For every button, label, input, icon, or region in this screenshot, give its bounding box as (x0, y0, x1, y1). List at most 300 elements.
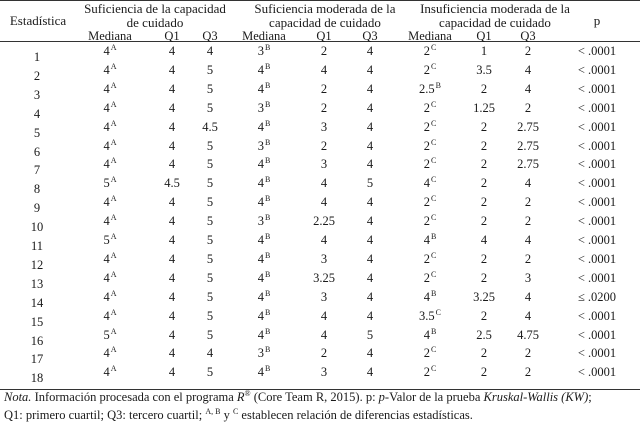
table-cell-b1 (188, 120, 232, 134)
cell-value: 4 (168, 327, 176, 342)
table-cell-b2 (348, 176, 392, 190)
table-cell-b1 (188, 290, 232, 304)
cell-value: 4 (103, 100, 110, 115)
table-cell-m2 (232, 120, 296, 136)
cell-value: 4 (524, 176, 532, 191)
note-registered-mark: ® (244, 389, 251, 398)
cell-value: 4 (320, 62, 328, 77)
table-cell-m1 (78, 120, 142, 136)
table-cell-b3 (506, 309, 550, 323)
cell-value: < .0001 (577, 346, 617, 361)
cell-value: 4 (366, 100, 374, 115)
cell-value: 3 (257, 346, 264, 361)
table-cell-a3 (462, 176, 506, 190)
table-cell-m3 (398, 157, 462, 173)
cell-value: 4 (168, 119, 176, 134)
row-estadistica-number: 17 (30, 352, 44, 367)
cell-value: 5 (206, 365, 214, 380)
cell-value: 5 (206, 195, 214, 210)
table-cell-b1 (188, 252, 232, 266)
note-sup-c: C (232, 407, 239, 416)
cell-significance-letter: A (110, 288, 117, 298)
cell-value: 5 (103, 176, 110, 191)
cell-significance-letter: B (264, 250, 271, 260)
cell-value: 4 (320, 308, 328, 323)
cell-significance-letter: B (264, 43, 271, 52)
cell-significance-letter: B (430, 232, 437, 241)
table-cell-p (562, 176, 632, 190)
table-cell-b2 (348, 309, 392, 323)
header-group-insuficiencia-moderada-line2: capacidad de cuidado (439, 15, 551, 30)
table-cell-m3 (398, 271, 462, 287)
table-cell-b2 (348, 120, 392, 134)
table-cell-b3 (506, 271, 550, 285)
cell-value: 2 (423, 365, 430, 380)
row-estadistica-number: 8 (33, 182, 41, 197)
table-cell-b3 (506, 101, 550, 115)
header-group-suficiencia-moderada (240, 2, 410, 30)
table-cell-m1 (78, 346, 142, 362)
cell-significance-letter: C (430, 269, 437, 279)
cell-value: 4 (103, 138, 110, 153)
cell-value: 2 (480, 119, 488, 134)
table-cell-a3 (462, 271, 506, 285)
cell-value: 4 (168, 346, 176, 361)
cell-value: 4 (257, 195, 264, 210)
table-cell-b3 (506, 44, 550, 58)
header-group-insuficiencia-moderada (406, 2, 584, 30)
cell-value: 4 (257, 289, 264, 304)
row-estadistica-number: 9 (33, 201, 41, 216)
header-group-suficiencia (70, 2, 240, 30)
cell-value: 2.75 (517, 119, 539, 134)
table-cell-m3 (398, 365, 462, 381)
cell-value: 4 (366, 138, 374, 153)
subheader-q1-2: Q1 (316, 29, 332, 43)
cell-value: 3 (320, 157, 328, 172)
table-cell-b1 (188, 328, 232, 342)
cell-value: ≤ .0200 (577, 289, 617, 304)
cell-value: 4 (257, 233, 264, 247)
cell-value: 4 (103, 157, 110, 172)
subheader-q3-1: Q3 (202, 29, 218, 43)
cell-significance-letter: C (430, 213, 437, 223)
cell-value: 4 (257, 308, 264, 323)
table-cell-p (562, 82, 632, 96)
cell-value: 4 (103, 119, 110, 134)
table-cell-b2 (348, 365, 392, 379)
cell-value: 4 (257, 327, 264, 342)
cell-significance-letter: A (110, 364, 117, 374)
cell-value: 2 (423, 157, 430, 172)
cell-value: 3 (320, 251, 328, 266)
table-cell-a3 (462, 328, 506, 342)
table-cell-m2 (232, 195, 296, 211)
table-cell-a2 (302, 176, 346, 190)
cell-value: 2 (423, 270, 430, 285)
table-cell-b1 (188, 157, 232, 171)
cell-value: 4 (168, 289, 176, 304)
table-cell-m2 (232, 233, 296, 249)
cell-value: 4 (366, 270, 374, 285)
cell-value: 3 (320, 119, 328, 134)
table-cell-a3 (462, 309, 506, 323)
cell-significance-letter: B (264, 326, 271, 336)
cell-value: 4 (206, 346, 214, 361)
cell-significance-letter: C (430, 194, 437, 204)
cell-significance-letter: B (435, 80, 441, 90)
table-cell-b1 (188, 214, 232, 228)
table-cell-p (562, 252, 632, 266)
cell-significance-letter: B (264, 61, 271, 71)
cell-value: 3.5 (476, 62, 492, 77)
cell-value: 4 (103, 270, 110, 285)
cell-value: 4 (257, 119, 264, 134)
cell-value: 4 (257, 270, 264, 285)
table-cell-p (562, 120, 632, 134)
row-estadistica-number: 4 (33, 106, 41, 121)
row-estadistica-number: 13 (30, 276, 44, 291)
row-estadistica-number: 6 (33, 144, 41, 159)
cell-value: 5 (206, 62, 214, 77)
cell-value: 3 (320, 289, 328, 304)
table-cell-a3 (462, 365, 506, 379)
table-cell-a3 (462, 101, 506, 115)
cell-value: 4 (103, 251, 110, 266)
table-cell-m2 (232, 101, 296, 117)
cell-value: 4 (103, 365, 110, 380)
table-cell-b3 (506, 252, 550, 266)
cell-significance-letter: C (430, 137, 437, 147)
cell-value: 4 (320, 233, 328, 247)
cell-value: 4 (168, 308, 176, 323)
cell-significance-letter: C (430, 175, 437, 185)
table-cell-a2 (302, 157, 346, 171)
cell-value: 1 (480, 44, 488, 58)
table-cell-a3 (462, 233, 506, 247)
cell-significance-letter: B (264, 175, 271, 185)
table-cell-m3 (398, 346, 462, 362)
table-cell-a3 (462, 63, 506, 77)
cell-value: 4 (168, 270, 176, 285)
cell-value: 3 (257, 100, 264, 115)
cell-value: 3 (257, 44, 264, 58)
cell-value: 2 (320, 346, 328, 361)
cell-value: 4 (423, 327, 430, 342)
table-cell-p (562, 309, 632, 323)
cell-value: 2 (480, 157, 488, 172)
row-estadistica-number: 15 (30, 314, 44, 329)
table-cell-m2 (232, 63, 296, 79)
table-cell-a2 (302, 214, 346, 228)
cell-value: < .0001 (577, 251, 617, 266)
table-cell-m1 (78, 195, 142, 211)
cell-value: 4 (103, 214, 110, 229)
table-cell-b1 (188, 271, 232, 285)
row-estadistica-number: 14 (30, 295, 44, 310)
table-cell-m3 (398, 195, 462, 211)
cell-value: 2 (320, 44, 328, 58)
cell-value: 5 (206, 251, 214, 266)
table-cell-a2 (302, 82, 346, 96)
cell-significance-letter: A (110, 137, 117, 147)
cell-value: 4 (257, 176, 264, 191)
cell-value: < .0001 (577, 176, 617, 191)
cell-value: 4 (366, 44, 374, 58)
cell-value: 4 (168, 138, 176, 153)
table-cell-p (562, 290, 632, 304)
table-cell-m2 (232, 271, 296, 287)
table-cell-b1 (188, 101, 232, 115)
table-cell-b3 (506, 346, 550, 360)
row-estadistica-number: 5 (33, 125, 41, 140)
cell-value: 4 (206, 44, 214, 58)
table-cell-m2 (232, 214, 296, 230)
cell-value: 2 (524, 100, 532, 115)
cell-significance-letter: B (430, 326, 437, 336)
cell-significance-letter: A (110, 250, 117, 260)
cell-value: 4 (366, 289, 374, 304)
table-cell-m2 (232, 346, 296, 362)
cell-value: 5 (366, 176, 374, 191)
cell-value: 4 (257, 62, 264, 77)
row-estadistica-number: 2 (33, 68, 41, 83)
table-cell-p (562, 233, 632, 247)
cell-value: 4 (366, 157, 374, 172)
table-cell-a2 (302, 44, 346, 58)
cell-value: 2 (423, 195, 430, 210)
table-cell-m3 (398, 214, 462, 230)
cell-value: < .0001 (577, 157, 617, 172)
table-cell-p (562, 328, 632, 342)
cell-significance-letter: C (430, 156, 437, 166)
table-cell-m2 (232, 157, 296, 173)
cell-value: 5 (206, 81, 214, 96)
cell-significance-letter: B (264, 118, 271, 128)
cell-value: 4 (103, 195, 110, 210)
table-cell-a3 (462, 195, 506, 209)
table-cell-b1 (188, 139, 232, 153)
table-cell-b2 (348, 63, 392, 77)
table-cell-m1 (78, 233, 142, 249)
cell-value: 2 (480, 81, 488, 96)
table-cell-m1 (78, 365, 142, 381)
note-differences: establecen relación de diferencias estadísticas. (238, 408, 473, 422)
cell-significance-letter: C (430, 345, 437, 355)
cell-value: 2.5 (419, 81, 435, 96)
cell-value: 4 (168, 44, 176, 58)
cell-value: 1.25 (473, 100, 495, 115)
table-cell-b1 (188, 63, 232, 77)
note-line-2 (4, 407, 640, 425)
cell-value: 2.5 (476, 327, 492, 342)
subheader-mediana-2: Mediana (242, 29, 286, 43)
table-cell-m3 (398, 139, 462, 155)
table-cell-b2 (348, 139, 392, 153)
cell-value: 5 (206, 138, 214, 153)
cell-significance-letter: C (430, 250, 437, 260)
cell-value: 4 (320, 195, 328, 210)
cell-value: 5 (206, 327, 214, 342)
cell-value: 2 (480, 176, 488, 191)
table-cell-m1 (78, 328, 142, 344)
table-cell-m2 (232, 290, 296, 306)
cell-value: 4 (103, 289, 110, 304)
table-cell-b2 (348, 328, 392, 342)
cell-value: 4.5 (164, 176, 180, 191)
cell-value: 4 (103, 44, 110, 58)
cell-value: 2 (423, 138, 430, 153)
cell-value: 2 (480, 346, 488, 361)
cell-significance-letter: A (110, 232, 117, 241)
table-cell-p (562, 195, 632, 209)
table-cell-m1 (78, 63, 142, 79)
table-cell-a3 (462, 346, 506, 360)
cell-value: 3.5 (419, 308, 435, 323)
cell-value: 2 (524, 251, 532, 266)
cell-value: 4 (168, 157, 176, 172)
table-cell-p (562, 101, 632, 115)
subheader-q1-3: Q1 (476, 29, 492, 43)
subheader-mediana-1: Mediana (88, 29, 132, 43)
cell-significance-letter: A (110, 175, 117, 185)
cell-value: 2 (524, 365, 532, 380)
cell-value: 2 (524, 214, 532, 229)
cell-value: 2.25 (313, 214, 335, 229)
table-cell-p (562, 346, 632, 360)
row-estadistica-number: 10 (30, 220, 44, 235)
cell-significance-letter: A (110, 156, 117, 166)
cell-value: 5 (206, 157, 214, 172)
cell-value: < .0001 (577, 81, 617, 96)
table-cell-a3 (462, 214, 506, 228)
cell-value: 4 (524, 62, 532, 77)
cell-value: 2 (423, 100, 430, 115)
cell-value: 4 (524, 289, 532, 304)
table-cell-m3 (398, 328, 462, 344)
subheader-mediana-3: Mediana (408, 29, 452, 43)
cell-significance-letter: B (264, 345, 271, 355)
table-cell-m1 (78, 44, 142, 60)
cell-value: 4 (168, 233, 176, 247)
note-quartiles: Q1: primero cuartil; Q3: tercero cuartil; (4, 408, 206, 422)
table-cell-m2 (232, 309, 296, 325)
table-cell-m1 (78, 290, 142, 306)
cell-value: 2 (524, 44, 532, 58)
table-cell-p (562, 365, 632, 379)
table-cell-b3 (506, 214, 550, 228)
table-cell-b3 (506, 63, 550, 77)
table-cell-b2 (348, 82, 392, 96)
cell-significance-letter: A (110, 326, 117, 336)
table-cell-a2 (302, 195, 346, 209)
cell-value: 3 (257, 138, 264, 153)
cell-value: 4.5 (202, 119, 218, 134)
table-cell-m1 (78, 157, 142, 173)
note-y: y (220, 408, 233, 422)
cell-value: 5 (206, 176, 214, 191)
cell-significance-letter: A (110, 118, 117, 128)
cell-value: 4 (524, 308, 532, 323)
table-cell-b1 (188, 195, 232, 209)
table-cell-a3 (462, 290, 506, 304)
note-text-3: -Valor de la prueba (384, 390, 484, 404)
table-cell-p (562, 271, 632, 285)
cell-significance-letter: A (110, 99, 117, 109)
cell-value: 4 (257, 157, 264, 172)
cell-value: < .0001 (577, 308, 617, 323)
cell-value: < .0001 (577, 100, 617, 115)
cell-value: 5 (206, 270, 214, 285)
cell-value: 2 (423, 346, 430, 361)
table-note (4, 389, 640, 425)
cell-significance-letter: B (264, 288, 271, 298)
cell-value: 4 (366, 81, 374, 96)
cell-value: 2 (423, 119, 430, 134)
cell-value: 3.25 (313, 270, 335, 285)
table-cell-a2 (302, 101, 346, 115)
cell-value: 4 (366, 119, 374, 134)
header-group-insuficiencia-moderada-line1: Insuficiencia moderada de la (420, 1, 570, 16)
note-kruskal-wallis: Kruskal-Wallis (KW) (483, 390, 589, 404)
table-cell-m2 (232, 139, 296, 155)
header-group-suficiencia-moderada-line2: capacidad de cuidado (269, 15, 381, 30)
table-cell-b3 (506, 157, 550, 171)
table-cell-m3 (398, 63, 462, 79)
table-cell-p (562, 63, 632, 77)
cell-value: < .0001 (577, 195, 617, 210)
note-label: Nota. (4, 390, 32, 404)
table-cell-m1 (78, 214, 142, 230)
cell-value: 2 (423, 251, 430, 266)
row-estadistica-number: 16 (30, 333, 44, 348)
table-cell-b3 (506, 195, 550, 209)
cell-significance-letter: A (110, 307, 117, 317)
cell-significance-letter: A (110, 213, 117, 223)
note-sup-ab: A, B (205, 407, 221, 416)
cell-value: 2 (423, 214, 430, 229)
cell-value: 3.25 (473, 289, 495, 304)
table-cell-b3 (506, 290, 550, 304)
table-cell-b2 (348, 252, 392, 266)
row-estadistica-number: 12 (30, 257, 44, 272)
cell-value: 5 (206, 100, 214, 115)
cell-significance-letter: B (264, 364, 271, 374)
table-cell-b3 (506, 365, 550, 379)
cell-value: 5 (366, 327, 374, 342)
cell-value: 4 (366, 251, 374, 266)
table-cell-m1 (78, 271, 142, 287)
cell-value: < .0001 (577, 214, 617, 229)
table-cell-b1 (188, 309, 232, 323)
cell-value: 4 (366, 62, 374, 77)
table-cell-m3 (398, 176, 462, 192)
cell-significance-letter: C (430, 43, 437, 52)
row-estadistica-number: 3 (33, 87, 41, 102)
table-cell-a2 (302, 290, 346, 304)
cell-significance-letter: A (110, 269, 117, 279)
cell-value: < .0001 (577, 233, 617, 247)
cell-value: 5 (206, 308, 214, 323)
cell-significance-letter: A (110, 61, 117, 71)
table-cell-b1 (188, 44, 232, 58)
cell-value: 4 (257, 251, 264, 266)
table-cell-m1 (78, 101, 142, 117)
table-cell-a2 (302, 252, 346, 266)
subheader-q3-3: Q3 (520, 29, 536, 43)
table-cell-b2 (348, 44, 392, 58)
cell-value: 4 (480, 233, 488, 247)
